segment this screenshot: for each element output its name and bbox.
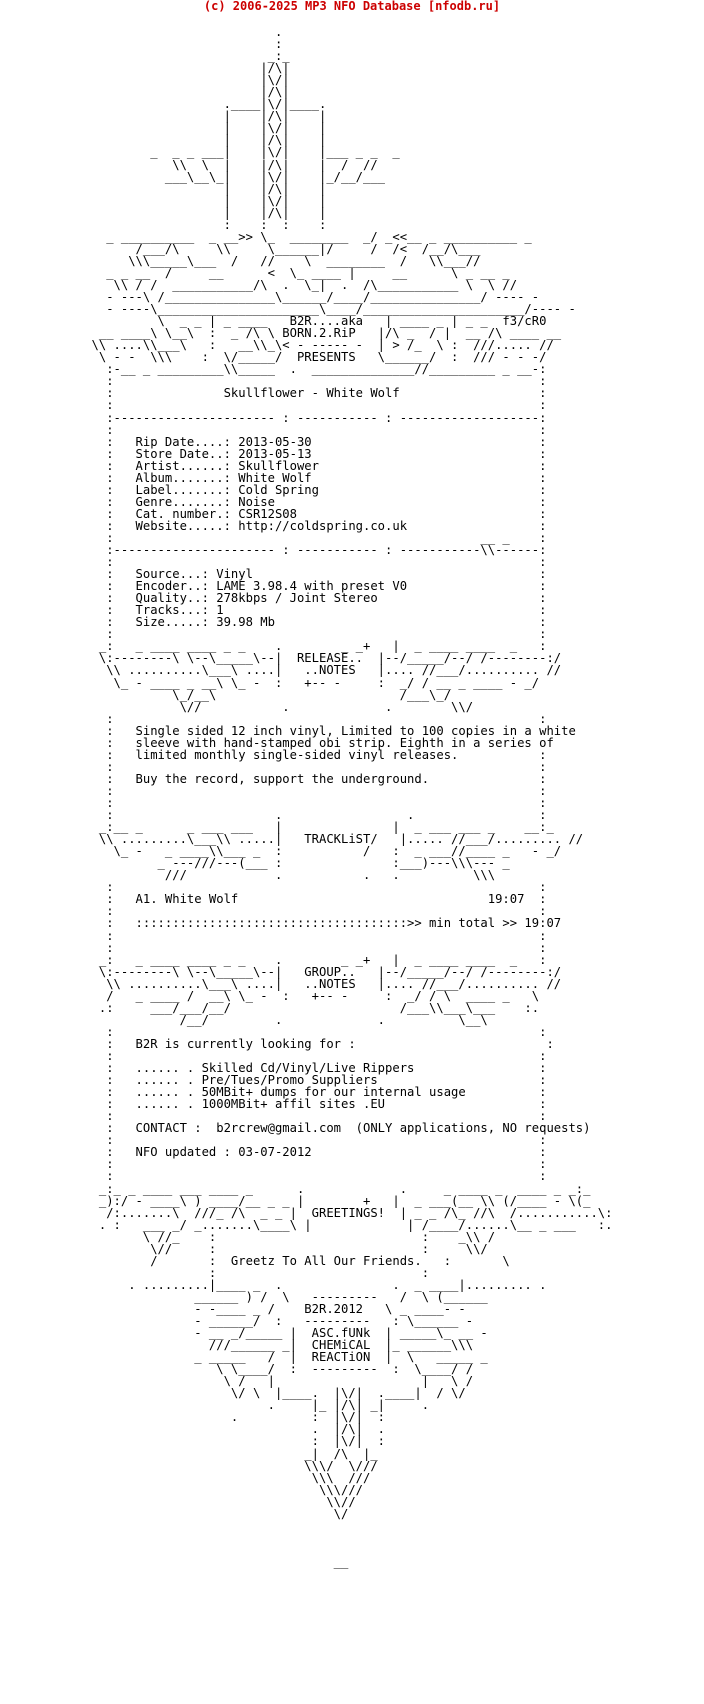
nfo-line: _:__ _ _ ___ ___ | | _ ___ ___ _ __:_: [91, 820, 554, 835]
nfo-line: : Rip Date....: 2013-05-30 :: [91, 434, 547, 449]
nfo-line: - -____ _ / B2R.2012 \ _ ____- -: [91, 1301, 466, 1316]
nfo-line: \_/__\ /___\_/: [91, 687, 452, 702]
nfo-line: :-__ _ _________\\_____ . ______________//_________ _ __-:: [91, 362, 547, 377]
nfo-ascii-art-text: [92, 26, 613, 1568]
nfo-line: \/: [91, 1506, 349, 1521]
nfo-line: _| /\ |_: [91, 1446, 378, 1461]
nfo-line: \ //_ : : _\\ /: [91, 1229, 496, 1244]
nfo-line: : CONTACT : b2rcrew@gmail.com (ONLY applications, NO requests): [91, 1121, 591, 1136]
nfo-line: : . . :: [91, 808, 547, 823]
nfo-line: \\ ..........\___\ ....| ..NOTES |.... //___/.......... //: [91, 976, 562, 991]
nfo-line: __ ____\ \__\ : _ /\ \ BORN.2.RiP |/\ _ / | __ /\ ____ __: [91, 326, 562, 341]
nfo-line: \:--------\ \--\_____\--| GROUP.. |--/_____/--/ /--------:/: [91, 964, 562, 979]
nfo-line: _ _ __ / __ < \_ ____ | __ \ _ __ _: [91, 265, 510, 280]
nfo-line: \ / | | \ /: [91, 1374, 474, 1389]
nfo-line: : Store Date..: 2013-05-13 :: [91, 446, 547, 461]
nfo-line: \\ ..........\___\ ....| ..NOTES |.... //___/.......... //: [91, 663, 562, 678]
nfo-line: \// . . \\/: [91, 699, 474, 714]
nfo-line: : Skullflower - White Wolf :: [91, 386, 547, 401]
nfo-line: \\ \ | |/\| | / //: [91, 157, 378, 172]
nfo-container: [0, 26, 704, 1571]
nfo-line: : :: [91, 759, 547, 774]
nfo-line: : ...... . Skilled Cd/Vinyl/Live Rippers :: [91, 1061, 547, 1076]
nfo-line: - __ _/_____ | ASC.fUNk | _____\_ __ -: [91, 1326, 488, 1341]
nfo-line: ______ ) / \ --------- / \ (______: [91, 1289, 488, 1304]
nfo-line: | |/\| |: [91, 133, 327, 148]
nfo-line: : :: [91, 1133, 547, 1148]
nfo-line: : ...... . 1000MBit+ affil sites .EU :: [91, 1097, 547, 1112]
nfo-line: \_ - _ ____\\___ _ : / : _ ___//____ _ - _/: [91, 844, 562, 859]
nfo-line: /:.......\ ///_ /\ _ _ | GREETINGS! | _ _ /\_ //\ /...........\:: [91, 1205, 613, 1220]
nfo-line: : ...... . 50MBit+ dumps for our internal usage :: [91, 1085, 547, 1100]
nfo-line: \\\_____\___ / // \ ________ / \\___//: [91, 253, 481, 268]
nfo-line: : :::::::::::::::::::::::::::::::::::::>> min total >> 19:07: [91, 916, 562, 931]
nfo-line: : Tracks...: 1 :: [91, 603, 547, 618]
nfo-line: : __ _ :: [91, 530, 547, 545]
nfo-line: : Single sided 12 inch vinyl, Limited to 100 copies in a white: [91, 723, 576, 738]
nfo-line: \ - - \\\ : \/_____/ PRESENTS \______/ : /// - - -/: [91, 350, 547, 365]
nfo-line: .: [91, 25, 283, 39]
nfo-line: .: ___/___/__/ /___\\___\___ :.: [91, 1000, 540, 1015]
nfo-line: : |\/| :: [91, 1434, 386, 1449]
nfo-line: : :: [91, 880, 547, 895]
nfo-line: . |_ |/\| _| .: [91, 1398, 430, 1413]
nfo-line: \_ - ____ _ __\ \_ - : +-- - : _/ / __ _ ____ - _/: [91, 675, 540, 690]
nfo-line: /___/\ \\ \______|/ / /< /__/\___: [91, 241, 481, 256]
nfo-line: : Artist......: Skullflower :: [91, 458, 547, 473]
nfo-line: __: [91, 1554, 349, 1569]
nfo-line: _ __________ _ __>> \_ ________ _/ _<<__ _ __________ _: [91, 229, 532, 244]
nfo-line: _ _ _ ___| |\/| |___ _ _ _: [91, 145, 400, 160]
nfo-line: : Encoder..: LAME 3.98.4 with preset V0 :: [91, 579, 547, 594]
nfo-line: _):/ - ____\ ) ____/__ _ _ | + | _ ___(__ \\ (/____ - \(_: [91, 1193, 591, 1208]
nfo-line: . : ___ _/ _.......\____\ | | /____/......\__ _ ___ :.: [91, 1217, 613, 1232]
nfo-line: : Cat. number.: CSR12S08 :: [91, 506, 547, 521]
nfodb-copyright-header: (c) 2006-2025 MP3 NFO Database [nfodb.ru]: [203, 0, 501, 13]
nfo-line: / : Greetz To All Our Friends. : \: [91, 1253, 510, 1268]
nfo-line: \\\///: [91, 1482, 364, 1497]
nfo-line: : :: [91, 940, 547, 955]
nfo-line: \\\ ///: [91, 1470, 371, 1485]
nfo-line: : :: [91, 928, 547, 943]
nfo-line: : Label.......: Cold Spring :: [91, 482, 547, 497]
nfo-line: : :: [91, 1048, 547, 1063]
nfo-line: \ _ _ | _ ____ B2R....aka | ____ _ | _ _ f3/cR0: [91, 314, 547, 329]
nfo-line: | |/\| |: [91, 109, 327, 124]
nfo-line: : Website.....: http://coldspring.co.uk :: [91, 518, 547, 533]
nfo-line: / _ ____ / __\ \_ - : +-- - : _/ / \ ____ _ \: [91, 988, 540, 1003]
nfo-line: _ _____ / | REACTiON | \ _____ _: [91, 1350, 488, 1365]
nfo-line: - ---\ /_______________\______/____/_______________/ ---- -: [91, 290, 540, 305]
nfo-line: : :: [91, 783, 547, 798]
nfo-line: \// : : \\/: [91, 1241, 488, 1256]
nfo-line: _:_ _ ____ ___ ____ _ . . _ ____ _ ____ _ _:_: [91, 1181, 591, 1196]
nfo-line: . .........|____ _ . . _ ____|......... .: [91, 1277, 547, 1292]
nfo-line: : :: [91, 374, 547, 389]
nfo-line: |/\|: [91, 61, 290, 76]
nfo-line: : :: [91, 1157, 547, 1172]
nfo-line: : Source...: Vinyl :: [91, 567, 547, 582]
nfo-line: | |/\| |: [91, 181, 327, 196]
nfo-line: : limited monthly single-sided vinyl releases. :: [91, 747, 547, 762]
nfo-line: . : |\/| :: [91, 1410, 386, 1425]
nfo-line: .____|\/|____.: [91, 97, 327, 112]
nfo-line: . |/\| .: [91, 1422, 386, 1437]
nfo-line: : :: [91, 796, 547, 810]
nfo-line: |/\|: [91, 85, 290, 100]
nfo-line: : ...... . Pre/Tues/Promo Suppliers :: [91, 1073, 547, 1088]
nfo-line: /// . . . \\\: [91, 868, 496, 883]
nfo-line: : B2R is currently looking for : :: [91, 1036, 554, 1051]
nfo-line: ___\__\_| |\/| |_/__/___: [91, 169, 386, 184]
nfo-line: : Genre.......: Noise :: [91, 494, 547, 509]
nfo-line: | |\/| |: [91, 193, 327, 208]
nfo-line: - ----\______________________\____/______________________/---- -: [91, 302, 576, 317]
nfo-line: /__/ . . \__\: [91, 1012, 488, 1027]
nfo-line: : :: [91, 1024, 547, 1039]
nfo-line: : :: [91, 398, 547, 413]
nfo-line: : :: [91, 904, 547, 919]
nfo-line: : sleeve with hand-stamped obi strip. Eighth in a series of: [91, 735, 554, 750]
nfo-line: - ______/ : --------- : \______ -: [91, 1314, 474, 1329]
nfo-line: \\ .........\___\\ .....| TRACKLiST/ |..... //___/......... //: [91, 832, 584, 847]
nfo-line: :---------------------- : ----------- : -------------------:: [91, 410, 547, 425]
nfo-line: : A1. White Wolf 19:07 :: [91, 892, 547, 907]
nfo-line: \\ / / ___________/\ . \_| . /\___________ \ \ //: [91, 277, 518, 292]
nfo-line: : :: [91, 1265, 430, 1280]
nfo-line: | |/\| |: [91, 205, 327, 220]
nfo-line: : :: [91, 627, 547, 642]
nfo-line: : :: [91, 711, 547, 726]
nfo-line: \\//: [91, 1494, 356, 1509]
nfo-line: \/ \ |____. |\/| .____| / \/: [91, 1386, 466, 1401]
nfo-line: : :: [91, 1169, 547, 1184]
nfo-line: \ \____/ : --------- : \____/ /: [91, 1362, 474, 1377]
nfo-line: \:--------\ \--\_____\--| RELEASE.. |--/_____/--/ /--------:/: [91, 651, 562, 666]
nfo-line: : NFO updated : 03-07-2012 :: [91, 1145, 547, 1160]
nfo-line: |\/|: [91, 73, 290, 88]
nfo-line: :: [91, 37, 283, 52]
nfo-line: \\ ....\\___\ : __\\_\< - ----- - | > /_ \ : ///..... //: [91, 338, 554, 353]
nfo-line: : Album.......: White Wolf :: [91, 470, 547, 485]
nfo-line: :---------------------- : ----------- : -----------\\------:: [91, 543, 547, 558]
nfo-line: : :: [91, 555, 547, 570]
nfo-line: : : : :: [91, 217, 327, 232]
nfo-line: : Buy the record, support the underground. :: [91, 771, 547, 786]
nfo-line: | |\/| |: [91, 121, 327, 136]
nfo-line: _:_: [91, 49, 290, 64]
nfo-line: : Quality..: 278kbps / Joint Stereo :: [91, 591, 547, 606]
nfo-line: : Size.....: 39.98 Mb :: [91, 615, 547, 630]
nfo-line: _ ---///---(___ : :___)---\\\--- _: [91, 856, 510, 871]
nfo-line: : :: [91, 1109, 547, 1124]
nfo-line: _: _ ____ ____ _ _ . _ _+ | _ ____ ____ _ :: [91, 639, 547, 654]
nfo-line: \\\/ \///: [91, 1458, 378, 1473]
nfo-line: _: _ ____ ____ _ _ . _ _+ | _ ____ ____ _ :: [91, 952, 547, 967]
nfo-line: : :: [91, 422, 547, 437]
nfo-line: ///______ _| CHEMiCAL |_ ______\\\: [91, 1338, 474, 1353]
